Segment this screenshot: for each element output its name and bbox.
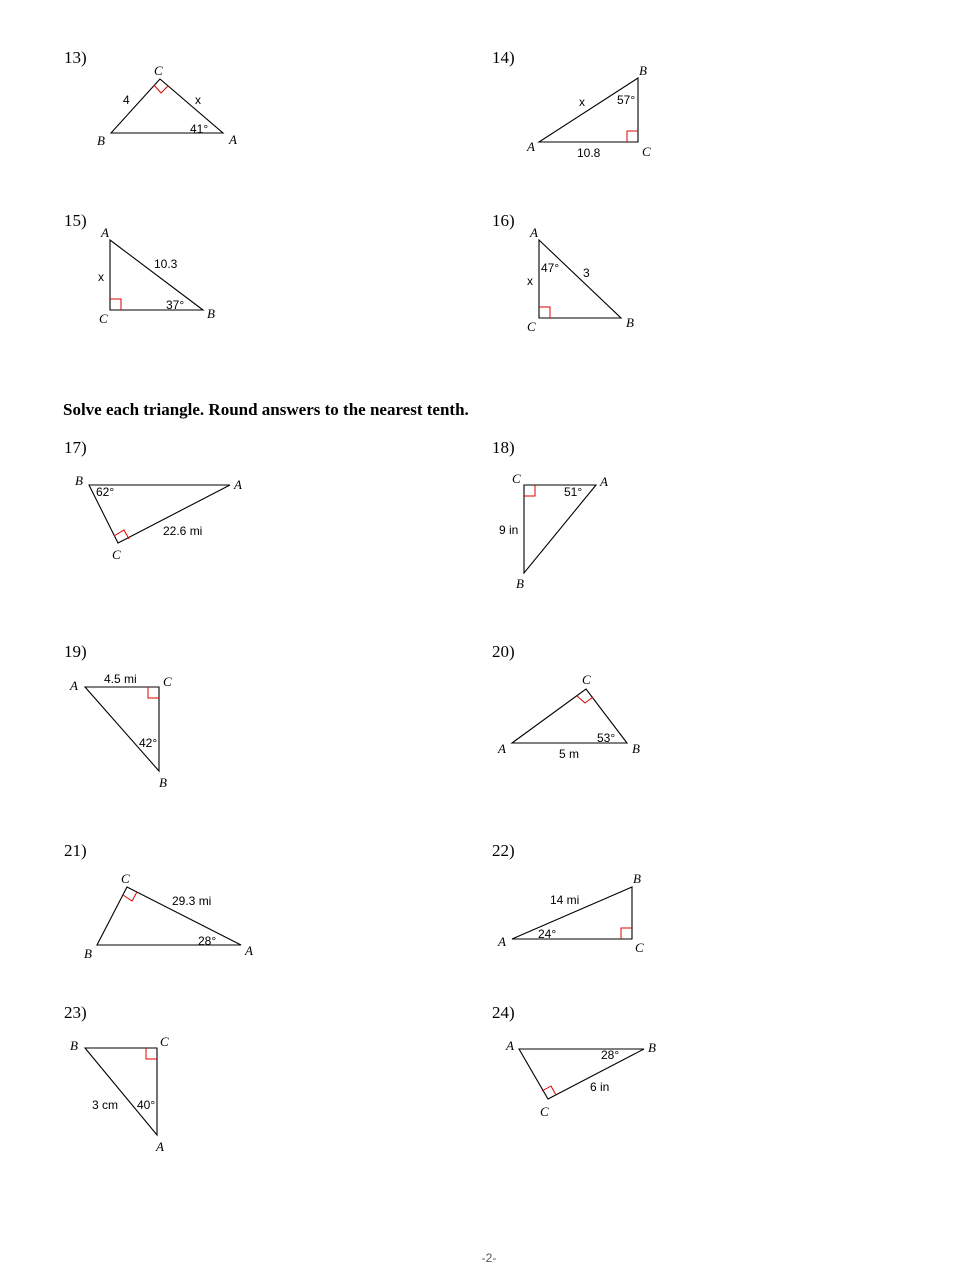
angle-label: 53° <box>597 731 616 745</box>
side-label: 6 in <box>590 1080 610 1094</box>
side-label: 3 <box>583 266 590 280</box>
triangle <box>524 485 596 573</box>
vertex-b: B <box>70 1038 78 1053</box>
vertex-a: A <box>156 1139 164 1154</box>
side-label: x <box>98 270 104 284</box>
vertex-c: C <box>99 311 108 326</box>
problem-number: 21) <box>64 841 87 860</box>
triangle <box>539 240 621 318</box>
side-label: 5 m <box>559 747 580 761</box>
right-angle-marker <box>148 687 159 698</box>
problem-22 <box>492 841 644 955</box>
side-label: 10.3 <box>154 257 178 271</box>
problem-23 <box>64 1003 169 1154</box>
vertex-a: A <box>498 741 506 756</box>
problem-number: 16) <box>492 211 515 230</box>
vertex-a: A <box>530 225 538 240</box>
problem-21 <box>64 841 253 961</box>
vertex-a: A <box>506 1038 514 1053</box>
problem-number: 20) <box>492 642 515 661</box>
problem-18 <box>492 438 608 591</box>
angle-label: 47° <box>541 261 560 275</box>
triangle <box>97 887 241 945</box>
right-angle-marker <box>524 485 535 496</box>
problem-number: 14) <box>492 48 515 67</box>
angle-label: 57° <box>617 93 636 107</box>
problem-number: 18) <box>492 438 515 457</box>
vertex-a: A <box>600 474 608 489</box>
problem-20 <box>492 642 640 761</box>
vertex-a: A <box>245 943 253 958</box>
vertex-a: A <box>229 132 237 147</box>
right-angle-marker <box>154 85 168 93</box>
instructions-heading: Solve each triangle. Round answers to the nearest tenth. <box>63 400 469 419</box>
vertex-b: B <box>207 306 215 321</box>
problem-number: 15) <box>64 211 87 230</box>
right-angle-marker <box>110 299 121 310</box>
vertex-b: B <box>97 133 105 148</box>
vertex-a: A <box>101 225 109 240</box>
vertex-b: B <box>516 576 524 591</box>
vertex-b: B <box>633 871 641 886</box>
problem-14 <box>492 48 651 160</box>
vertex-b: B <box>626 315 634 330</box>
angle-label: 24° <box>538 927 557 941</box>
triangle <box>85 687 159 771</box>
vertex-c: C <box>163 674 172 689</box>
problem-number: 23) <box>64 1003 87 1022</box>
vertex-b: B <box>159 775 167 790</box>
side-label: 4 <box>123 93 130 107</box>
vertex-c: C <box>582 672 591 687</box>
right-angle-marker <box>627 131 638 142</box>
angle-label: 28° <box>198 934 217 948</box>
triangle <box>539 78 638 142</box>
vertex-c: C <box>527 319 536 334</box>
side-label: x <box>195 93 201 107</box>
right-angle-marker <box>539 307 550 318</box>
problem-24 <box>492 1003 656 1119</box>
problem-13 <box>64 48 237 148</box>
side-label: x <box>527 274 533 288</box>
vertex-b: B <box>75 473 83 488</box>
vertex-a: A <box>70 678 78 693</box>
vertex-b: B <box>648 1040 656 1055</box>
side-label: 22.6 mi <box>163 524 203 538</box>
vertex-c: C <box>512 471 521 486</box>
vertex-a: A <box>498 934 506 949</box>
vertex-c: C <box>642 144 651 159</box>
triangle <box>110 240 203 310</box>
angle-label: 40° <box>137 1098 156 1112</box>
side-label: 29.3 mi <box>172 894 212 908</box>
right-angle-marker <box>123 892 137 901</box>
triangle <box>85 1048 157 1135</box>
vertex-c: C <box>635 940 644 955</box>
side-label: 9 in <box>499 523 519 537</box>
vertex-b: B <box>84 946 92 961</box>
vertex-b: B <box>632 741 640 756</box>
vertex-c: C <box>112 547 121 562</box>
right-angle-marker <box>146 1048 157 1059</box>
right-angle-marker <box>542 1086 556 1095</box>
angle-label: 51° <box>564 485 583 499</box>
side-label: 10.8 <box>577 146 601 160</box>
right-angle-marker <box>114 530 129 539</box>
problem-15 <box>64 211 215 326</box>
vertex-a: A <box>234 477 242 492</box>
problem-number: 19) <box>64 642 87 661</box>
problem-number: 17) <box>64 438 87 457</box>
vertex-c: C <box>154 63 163 78</box>
side-label: 14 mi <box>550 893 580 907</box>
side-label: 3 cm <box>92 1098 119 1112</box>
side-label: x <box>579 95 585 109</box>
angle-label: 41° <box>190 122 209 136</box>
problem-number: 13) <box>64 48 87 67</box>
right-angle-marker <box>577 696 593 703</box>
triangle <box>519 1049 644 1099</box>
vertex-b: B <box>639 63 647 78</box>
problem-number: 24) <box>492 1003 515 1022</box>
angle-label: 28° <box>601 1048 620 1062</box>
problem-17 <box>64 438 242 562</box>
vertex-c: C <box>540 1104 549 1119</box>
problem-number: 22) <box>492 841 515 860</box>
vertex-a: A <box>527 139 535 154</box>
problem-16 <box>492 211 634 334</box>
angle-label: 62° <box>96 485 115 499</box>
side-label: 4.5 mi <box>104 672 137 686</box>
page-number: -2- <box>481 1251 497 1265</box>
problem-19 <box>64 642 172 790</box>
angle-label: 37° <box>166 298 185 312</box>
angle-label: 42° <box>139 736 158 750</box>
vertex-c: C <box>160 1034 169 1049</box>
vertex-c: C <box>121 871 130 886</box>
right-angle-marker <box>621 928 632 939</box>
